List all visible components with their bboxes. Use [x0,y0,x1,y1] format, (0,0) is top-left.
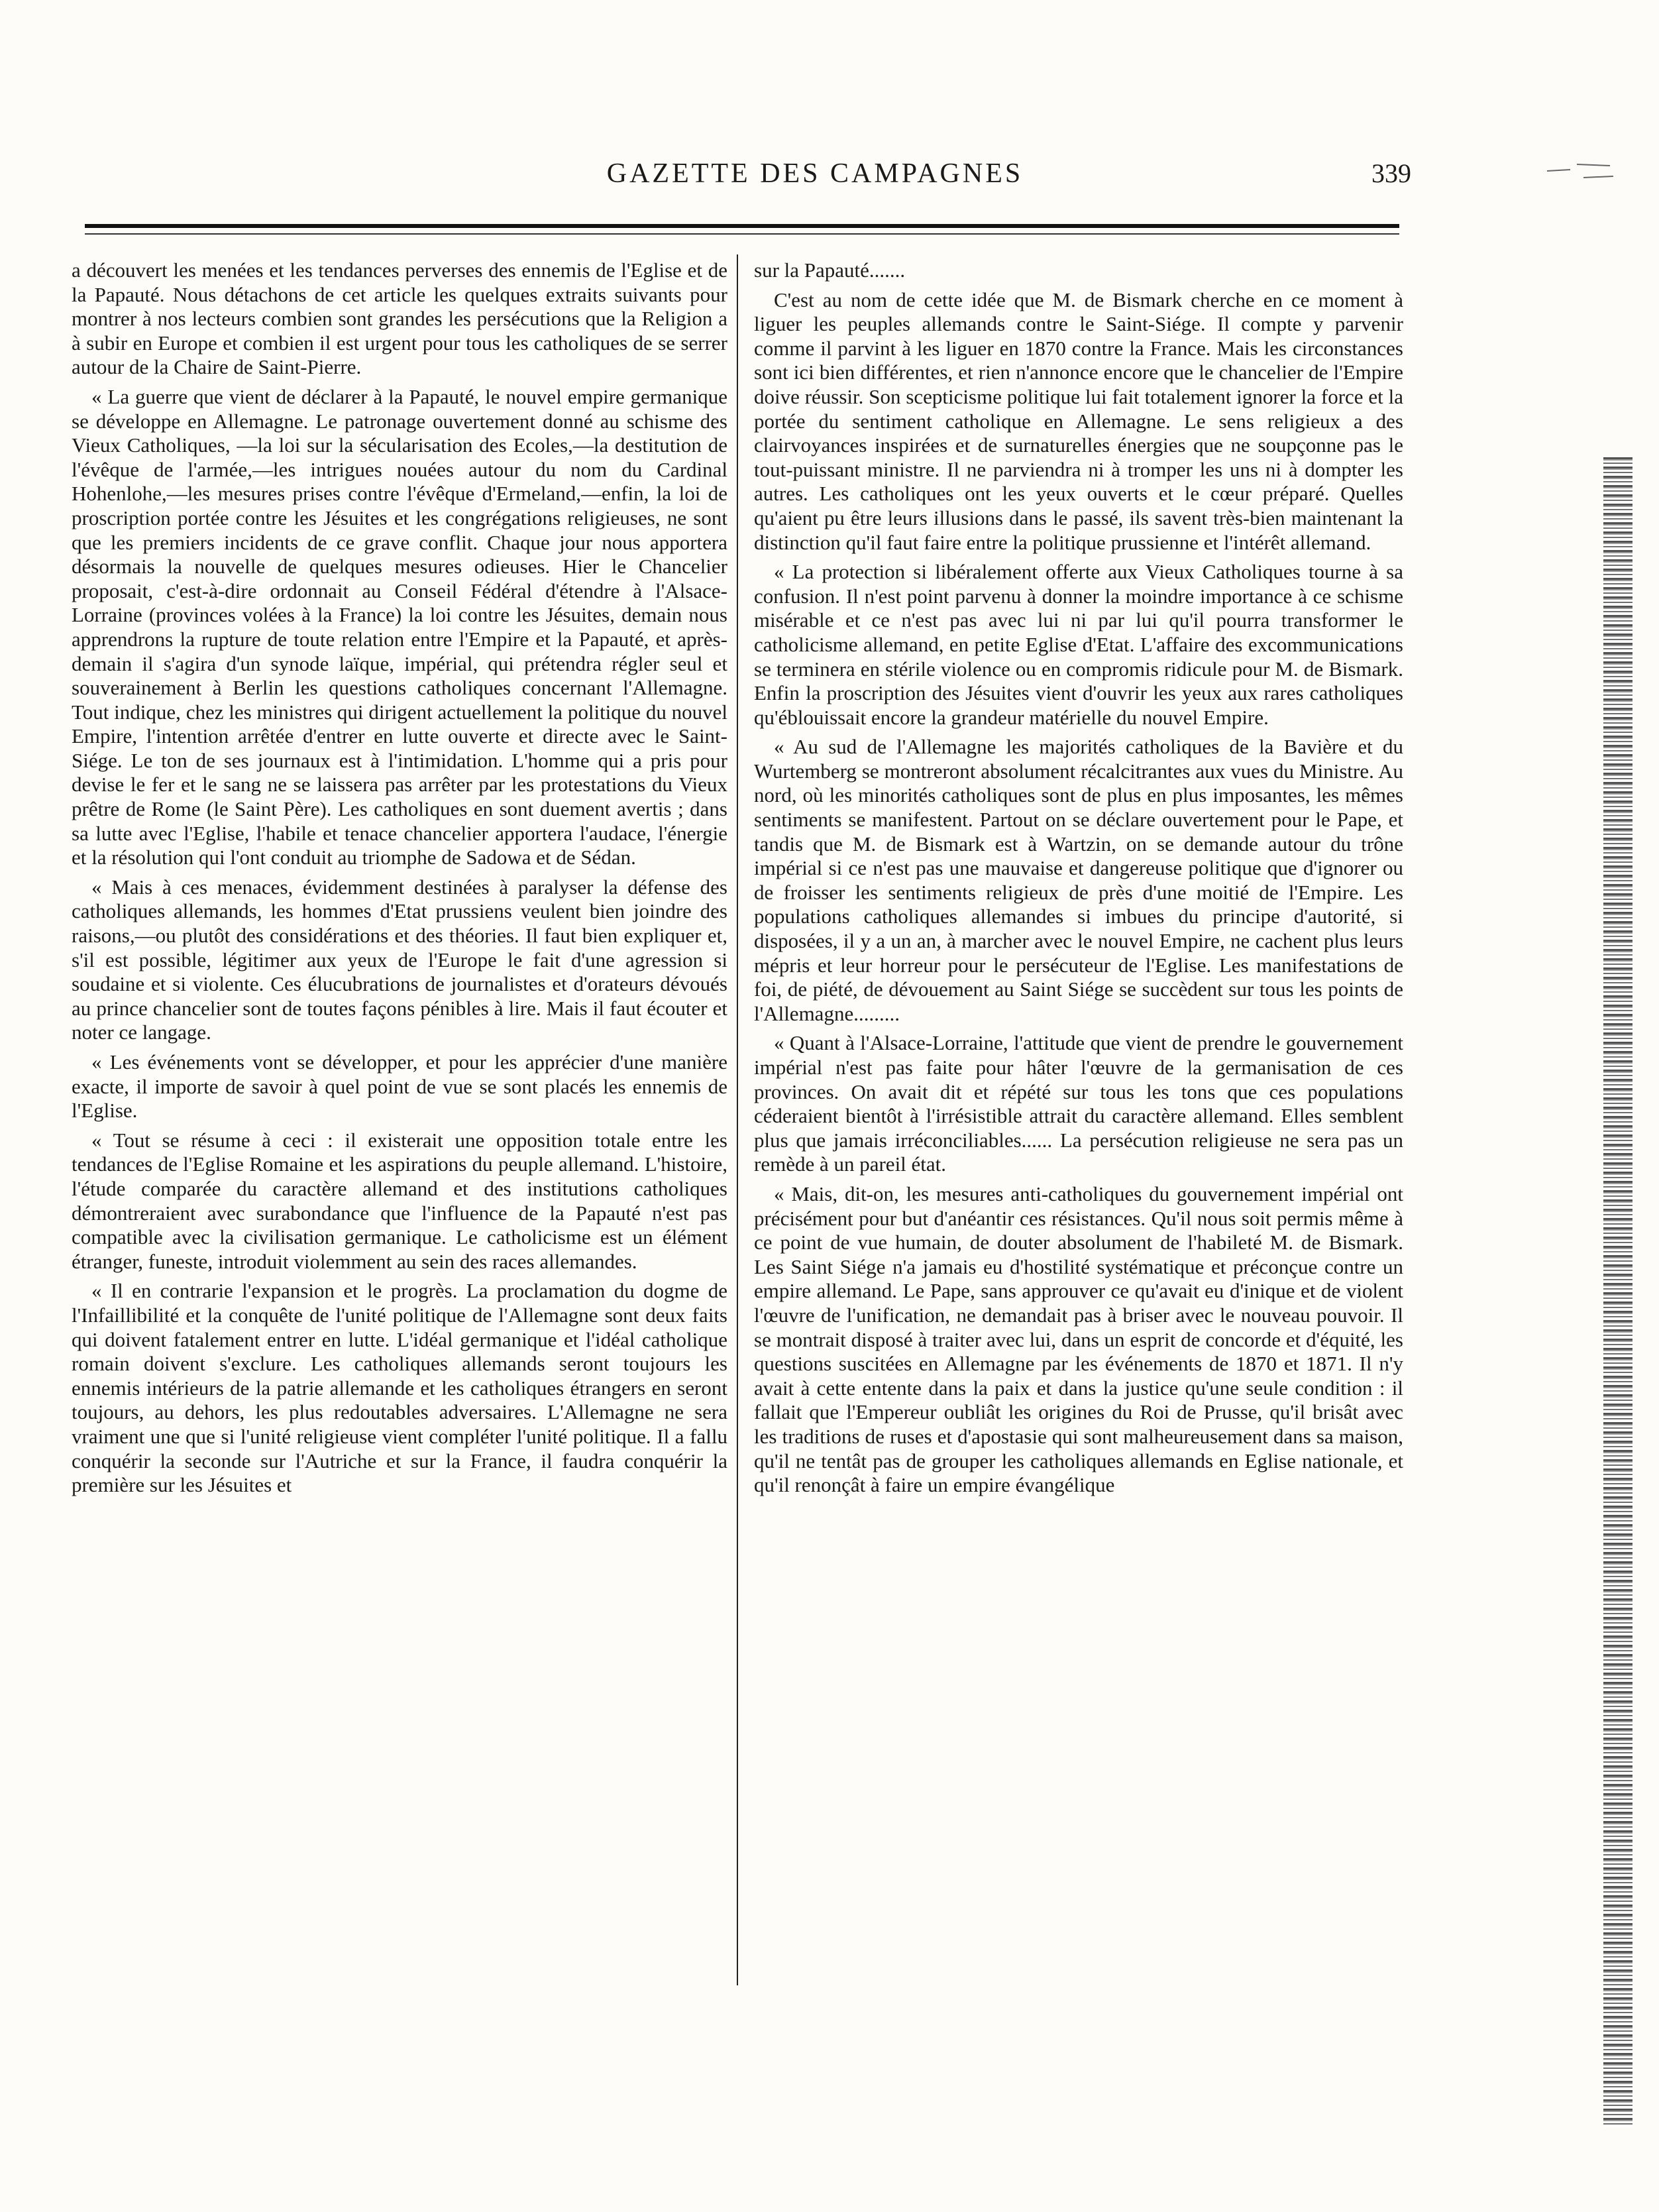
margin-scribble-mark [1544,158,1617,184]
page-number: 339 [1371,158,1411,188]
running-title: GAZETTE DES CAMPAGNES [606,158,1024,189]
header-rule-thick [85,224,1399,228]
right-paragraph-4: « Au sud de l'Allemagne les majorités catholiques de la Bavière et du Wurtemberg se montreront absolument récalcitrantes aux vues du Ministre. Au nord, où les minorités catholiques sont de plus en plus imposantes, les mêmes sentiments se manifestent. Partout on se déclare ouvertement pour le Pape, et tandis que M. de Bismark est à Wartzin, on se demande autour du trône impérial si ce n'est pas une mauvaise et dangereuse politique que d'ignorer ou de froisser les sentiments religieux de près d'une moitié de l'Empire. Les populations catholiques allemandes si imbues du principe d'autorité, si disposées, il y a un an, à marcher avec le nouvel Empire, ne cachent plus leurs mépris et leur horreur pour le persécuteur de l'Eglise. Les manifestations de foi, de piété, de dévouement au Saint Siége se succèdent sur tous les points de l'Allemagne......... [754,735,1403,1025]
left-paragraph-1: a découvert les menées et les tendances perverses des ennemis de l'Eglise et de la Papauté. Nous détachons de cet article les quelques extraits suivants pour montrer à nos lecteurs combien sont grandes les persécutions que la Religion a à subir en Europe et combien il est urgent pour tous les catholiques de se serrer autour de la Chaire de Saint-Pierre. [72,258,727,379]
right-paragraph-5: « Quant à l'Alsace-Lorraine, l'attitude que vient de prendre le gouvernement impérial n'est pas faite pour hâter l'œuvre de la germanisation de ces provinces. On avait dit et répété sur tous les tons que ces populations céderaient bientôt à l'irrésistible attrait du caractère allemand. Elles semblent plus que jamais irréconciliables...... La persécution religieuse ne sera pas un remède à un pareil état. [754,1031,1403,1176]
left-paragraph-5: « Tout se résume à ceci : il existerait une opposition totale entre les tendances de l'Eglise Romaine et les aspirations du peuple allemand. L'histoire, l'étude comparée du caractère allemand et des institutions catholiques démontreraient avec surabondance que l'influence de la Papauté n'est pas compatible avec la civilisation germanique. Le catholicisme est un élément étranger, funeste, introduit violemment au sein des races allemandes. [72,1128,727,1273]
left-paragraph-3: « Mais à ces menaces, évidemment destinées à paralyser la défense des catholiques allemands, les hommes d'Etat prussiens veulent bien joindre des raisons,—ou plutôt des considérations et des théories. Il faut bien expliquer et, s'il est possible, légitimer aux yeux de l'Europe le fait d'une agression si soudaine et si violente. Ces élucubrations de journalistes et d'orateurs dévoués au prince chancelier sont de toutes façons pénibles à lire. Mais il faut écouter et noter ce langage. [72,875,727,1044]
left-paragraph-4: « Les événements vont se développer, et pour les apprécier d'une manière exacte, il importe de savoir à quel point de vue se sont placés les ennemis de l'Eglise. [72,1050,727,1123]
right-paragraph-3: « La protection si libéralement offerte aux Vieux Catholiques tourne à sa confusion. Il n'est point parvenu à donner la moindre importance à ce schisme misérable et ce n'est pas avec lui ni par lui qu'il pourra transformer le catholicisme allemand, en petite Eglise d'Etat. L'affaire des excommunications se terminera en stérile violence ou en compromis ridicule pour M. de Bismark. Enfin la proscription des Jésuites vient d'ouvrir les yeux aux rares catholiques qu'éblouissait encore la grandeur matérielle du nouvel Empire. [754,560,1403,729]
left-column [72,258,727,1995]
page-header [86,158,1411,197]
left-paragraph-6: « Il en contrarie l'expansion et le progrès. La proclamation du dogme de l'Infaillibilité et la conquête de l'unité politique de l'Allemagne sont deux faits qui doivent fatalement entrer en lutte. L'idéal germanique et l'idéal catholique romain doivent s'exclure. Les catholiques allemands seront toujours les ennemis intérieurs de la patrie allemande et les catholiques étrangers en seront toujours, au dehors, les plus redoutables adversaires. L'Allemagne ne sera vraiment une que si l'unité religieuse vient compléter l'unité politique. Il a fallu conquérir la seconde sur l'Autriche et sur la France, il faudra conquérir la première sur les Jésuites et [72,1279,727,1497]
right-column [754,258,1403,1995]
left-paragraph-2: « La guerre que vient de déclarer à la Papauté, le nouvel empire germanique se développe en Allemagne. Le patronage ouvertement donné au schisme des Vieux Catholiques, —la loi sur la sécularisation des Ecoles,—la destitution de l'évêque de l'armée,—les intrigues nouées autour du nom du Cardinal Hohenlohe,—les mesures prises contre l'évêque d'Ermeland,—enfin, la loi de proscription portée contre les Jésuites et les congrégations religieuses, ne sont que les premiers incidents de ce grave conflit. Chaque jour nous apportera désormais la nouvelle de quelques mesures odieuses. Hier le Chancelier proposait, c'est-à-dire ordonnait au Conseil Fédéral d'étendre à l'Alsace-Lorraine (provinces volées à la France) la loi contre les Jésuites, demain nous apprendrons la rupture de toute relation entre l'Empire et la Papauté, et après-demain il s'agira d'un synode laïque, impérial, qui prétendra régler seul et souverainement à Berlin les questions catholiques concernant l'Allemagne. Tout indique, chez les ministres qui dirigent actuellement la politique du nouvel Empire, l'intention arrêtée d'entrer en lutte ouverte et directe avec le Saint-Siége. Le ton de ses journaux est à l'intimidation. L'homme qui a pris pour devise le fer et le sang ne se laissera pas arrêter par les protestations du Vieux prêtre de Rome (le Saint Père). Les catholiques en sont duement avertis ; dans sa lutte avec l'Eglise, l'habile et tenace chancelier apportera l'audace, l'énergie et la résolution qui l'ont conduit au triomphe de Sadowa et de Sédan. [72,384,727,869]
right-paragraph-1: sur la Papauté....... [754,258,906,282]
scanned-binding-edge [1603,457,1632,2127]
header-rule-thin [85,233,1399,235]
column-divider [737,254,738,1985]
right-paragraph-2: C'est au nom de cette idée que M. de Bismark cherche en ce moment à liguer les peuples allemands contre le Saint-Siége. Il compte y parvenir comme il parvint à les liguer en 1870 contre la France. Mais les circonstances sont ici bien différentes, et rien n'annonce encore que le chancelier de l'Empire doive réussir. Son scepticisme politique lui fait totalement ignorer la force et la portée du sentiment catholique en Allemagne. Le sens religieux a des clairvoyances inspirées et de surnaturelles énergies que ne soupçonne pas le tout-puissant ministre. Il ne parviendra ni à tromper les uns ni à dompter les autres. Les catholiques ont les yeux ouverts et le cœur préparé. Quelles qu'aient pu être leurs illusions dans le passé, ils savent très-bien maintenant la distinction qu'il faut faire entre la politique prussienne et l'intérêt allemand. [754,288,1403,554]
right-paragraph-6: « Mais, dit-on, les mesures anti-catholiques du gouvernement impérial ont précisément pour but d'anéantir ces résistances. Qu'il nous soit permis même à ce point de vue humain, de douter absolument de l'habileté M. de Bismark. Les Saint Siége n'a jamais eu d'hostilité systématique et préconçue contre un empire allemand. Le Pape, sans approuver ce qu'avait eu d'inique et de violent l'œuvre de l'unification, ne demandait pas à briser avec le nouveau pouvoir. Il se montrait disposé à traiter avec lui, dans un esprit de concorde et d'équité, les questions suscitées en Allemagne par les événements de 1870 et 1871. Il n'y avait à cette entente dans la paix et dans la justice qu'une seule condition : il fallait que l'Empereur oubliât les origines du Roi de Prusse, qu'il brisât avec les traditions de ruses et d'apostasie qui sont malheureusement dans sa maison, qu'il ne tentât pas de grouper les catholiques allemands en Eglise nationale, et qu'il renonçât à faire un empire évangélique [754,1182,1403,1497]
